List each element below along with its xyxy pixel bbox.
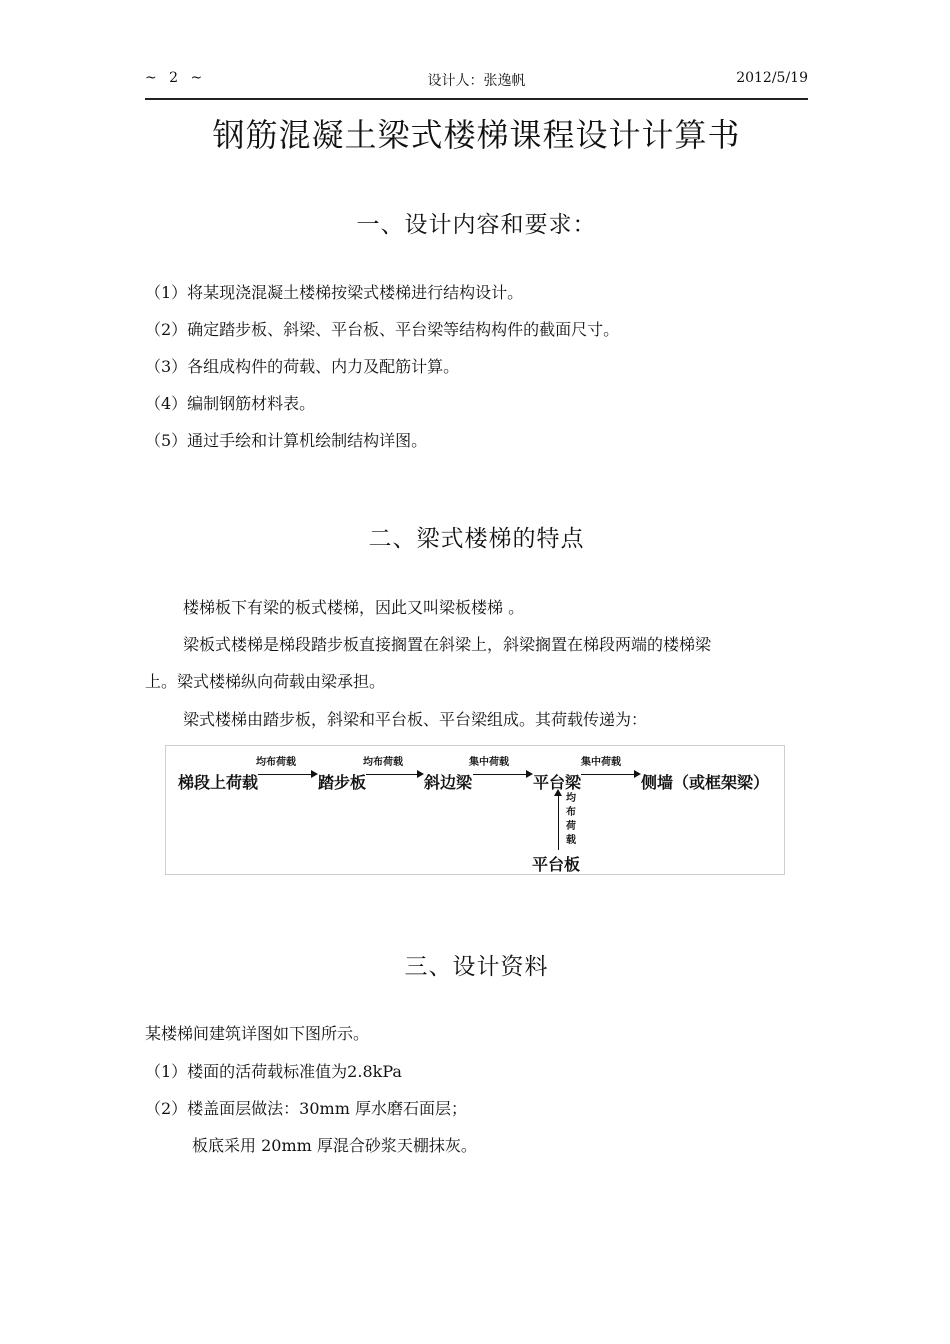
requirement-item: （1）将某现浇混凝土楼梯按梁式楼梯进行结构设计。 — [145, 283, 524, 302]
spec-item: （2）楼盖面层做法：30mm 厚水磨石面层； — [145, 1099, 467, 1118]
node-stair-load: 梯段上荷载 — [178, 773, 259, 792]
document-title: 钢筋混凝土梁式楼梯课程设计计算书 — [212, 116, 741, 154]
arrow-right-icon — [581, 774, 639, 775]
node-side-wall: 侧墙（或框架梁） — [641, 773, 770, 792]
requirement-item: （4）编制钢筋材料表。 — [145, 394, 316, 413]
page-number: ~ 2 ~ — [145, 70, 207, 86]
arrow-up-icon — [558, 792, 559, 850]
node-tread-slab: 踏步板 — [318, 773, 367, 792]
arrow-right-icon — [258, 774, 316, 775]
paragraph: 梁式楼梯由踏步板，斜梁和平台板、平台梁组成。其荷载传递为： — [183, 710, 648, 729]
section3-heading: 三、设计资料 — [404, 954, 549, 980]
node-inclined-beam: 斜边梁 — [424, 773, 473, 792]
node-landing-beam: 平台梁 — [533, 773, 582, 792]
requirement-item: （5）通过手绘和计算机绘制结构详图。 — [145, 431, 428, 450]
paragraph: 上。梁式楼梯纵向荷载由梁承担。 — [145, 672, 386, 691]
page-header — [145, 68, 808, 92]
header-divider — [145, 98, 808, 100]
paragraph: 楼梯板下有梁的板式楼梯，因此又叫梁板楼梯 。 — [183, 598, 525, 617]
edge-label: 均布荷载 — [256, 757, 296, 768]
paragraph: 某楼梯间建筑详图如下图所示。 — [145, 1024, 370, 1043]
arrow-right-icon — [473, 774, 531, 775]
load-transfer-diagram — [165, 745, 785, 875]
designer-name: 设计人：张逸帆 — [427, 73, 526, 89]
spec-item: （1）楼面的活荷载标准值为2.8kPa — [145, 1062, 402, 1081]
requirement-item: （3）各组成构件的荷载、内力及配筋计算。 — [145, 357, 460, 376]
node-landing-slab: 平台板 — [532, 855, 581, 874]
edge-label: 均布荷载 — [363, 757, 403, 768]
edge-label: 集中荷载 — [581, 757, 621, 768]
edge-label: 集中荷载 — [469, 757, 509, 768]
arrow-right-icon — [366, 774, 422, 775]
section2-heading: 二、梁式楼梯的特点 — [368, 526, 585, 552]
requirement-item: （2）确定踏步板、斜梁、平台板、平台梁等结构构件的截面尺寸。 — [145, 320, 620, 339]
vertical-edge-label: 均布荷载 — [566, 793, 576, 846]
spec-item: 板底采用 20mm 厚混合砂浆天棚抹灰。 — [192, 1136, 477, 1155]
section1-heading: 一、设计内容和要求： — [356, 212, 597, 238]
paragraph: 梁板式楼梯是梯段踏步板直接搁置在斜梁上，斜梁搁置在梯段两端的楼梯梁 — [183, 635, 712, 654]
header-date: 2012/5/19 — [736, 70, 808, 86]
